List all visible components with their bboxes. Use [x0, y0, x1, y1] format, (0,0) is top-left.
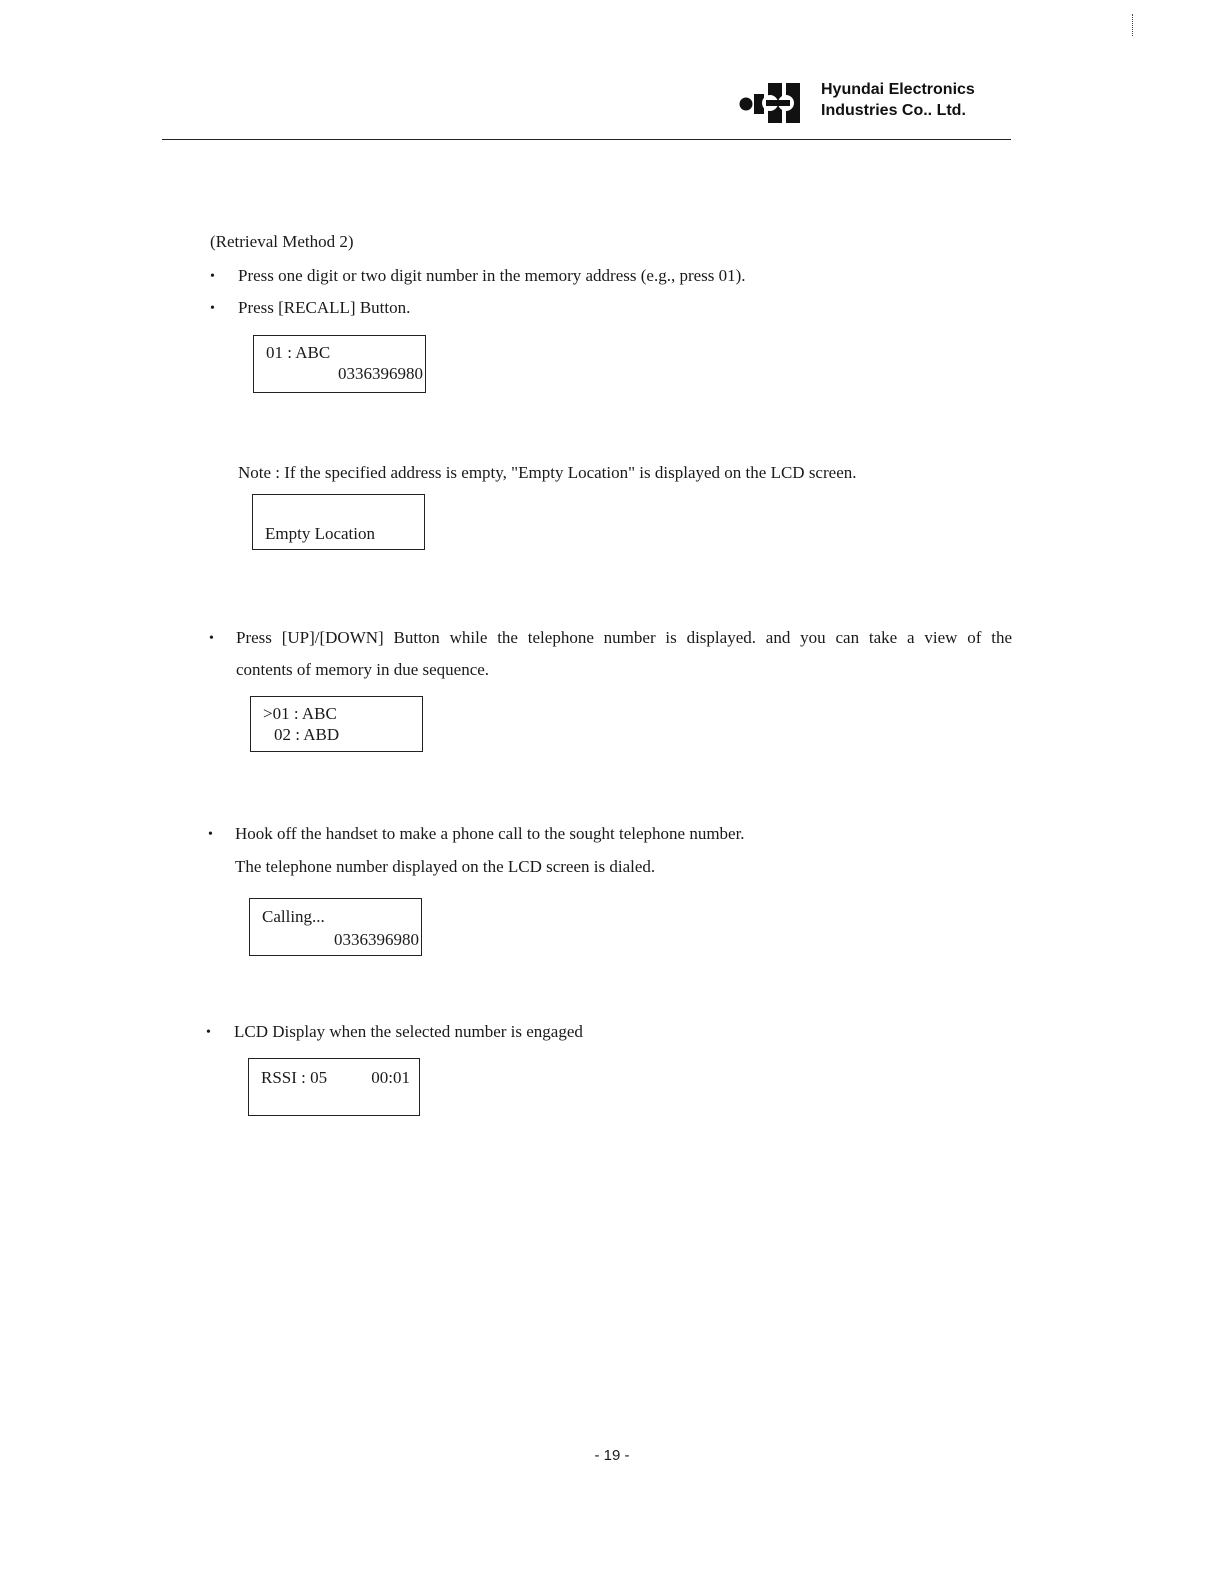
lcd-engaged-time: 00:01	[371, 1068, 410, 1087]
bullet: •	[209, 631, 214, 646]
lcd-engaged-rssi: RSSI : 05	[261, 1068, 328, 1087]
header-rule	[162, 139, 1011, 140]
section-heading: (Retrieval Method 2)	[210, 232, 354, 251]
lcd-recall-line1: 01 : ABC	[266, 343, 331, 362]
step-press-recall: Press [RECALL] Button.	[238, 298, 411, 317]
lcd-calling-line2: 0336396980	[334, 930, 419, 949]
step-hook-off-line1: Hook off the handset to make a phone call to the sought telephone number.	[235, 824, 745, 843]
lcd-updown-line1: >01 : ABC	[263, 704, 337, 723]
bullet: •	[210, 269, 215, 284]
lcd-empty-line1: Empty Location	[265, 524, 376, 543]
company-name	[821, 79, 975, 121]
lcd-engaged	[248, 1058, 420, 1116]
bullet: •	[208, 827, 213, 842]
step-engaged: LCD Display when the selected number is engaged	[234, 1022, 583, 1041]
step-press-updown-line2: contents of memory in due sequence.	[236, 660, 490, 679]
scan-mark	[1132, 14, 1135, 36]
bullet: •	[206, 1025, 211, 1040]
lcd-empty	[252, 494, 425, 550]
step-press-updown-line1: Press [UP]/[DOWN] Button while the telephone number is displayed. and you can take a view of the	[236, 628, 1012, 647]
company-name-line2: Industries Co.. Ltd.	[821, 102, 966, 119]
step-press-digit: Press one digit or two digit number in the memory address (e.g., press 01).	[238, 266, 746, 285]
bullet: •	[210, 301, 215, 316]
lcd-updown	[250, 696, 423, 752]
lcd-recall	[253, 335, 426, 393]
company-name-line1: Hyundai Electronics	[821, 81, 975, 98]
lcd-recall-line2: 0336396980	[338, 364, 423, 383]
note-empty-location: Note : If the specified address is empty, "Empty Location" is displayed on the LCD screen.	[238, 463, 857, 482]
page-number: - 19 -	[594, 1447, 630, 1464]
step-hook-off-line2: The telephone number displayed on the LCD screen is dialed.	[235, 857, 656, 876]
lcd-calling	[249, 898, 422, 956]
lcd-calling-line1: Calling...	[262, 907, 325, 926]
hyundai-logo-icon	[738, 82, 804, 124]
lcd-updown-line2: 02 : ABD	[274, 725, 340, 744]
